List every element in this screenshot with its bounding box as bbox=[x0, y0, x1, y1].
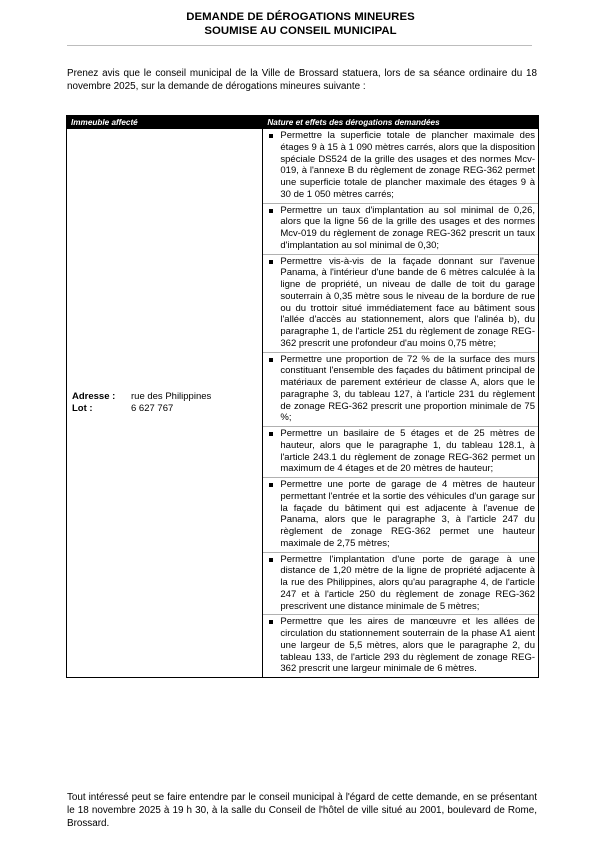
derogation-item bbox=[263, 615, 538, 677]
table-header-row bbox=[67, 116, 539, 129]
intro-paragraph: Prenez avis que le conseil municipal de la Ville de Brossard statuera, lors de sa séance ordinaire du 18 novembre 2025, sur la demande de dérogations mineures suivante : bbox=[67, 68, 537, 92]
derogation-text: Permettre la superficie totale de plancher maximale des étages 9 à 15 à 1 090 mètres carrés, alors que la disposition spéciale DS524 de la grille des usages et des normes Mcv-019, à l'annexe B du règlement de zonage REG-362 permet une superficie totale de plancher maximale des étages 9 à 30 de 1 050 mètres carrés; bbox=[280, 130, 535, 200]
square-bullet-icon bbox=[269, 260, 273, 264]
derogation-item bbox=[263, 255, 538, 353]
title-divider bbox=[67, 45, 532, 46]
notice-title-line1: DEMANDE DE DÉROGATIONS MINEURES bbox=[186, 11, 415, 23]
derogation-text: Permettre un taux d'implantation au sol minimal de 0,26, alors que la ligne 56 de la grille des usages et des normes Mcv-019 du règlement de zonage REG-362 prescrit un taux d'implantation au sol minimal de 0,30; bbox=[280, 204, 535, 251]
derogation-item bbox=[263, 427, 538, 478]
square-bullet-icon bbox=[269, 620, 273, 624]
derogation-text: Permettre vis-à-vis de la façade donnant sur l'avenue Panama, à l'intérieur d'une bande de 6 mètres calculée à la ligne de propriété, un niveau de dalle de toit du garage souterrain à 0,35 mètre sous le niveau de la bordure de rue ou du trottoir situé immédiatement face au bâtiment sous l'allée d'accès au stationnement, alors que l'alinéa b), du paragraphe 1, de l'article 251 du règlement de zonage REG-362 prescrit une profondeur d'au moins 0,75 mètre; bbox=[280, 255, 535, 349]
derogation-item bbox=[263, 553, 538, 616]
derogation-text: Permettre une porte de garage de 4 mètres de hauteur permettant l'entrée et la sortie des véhicules d'un garage sur la façade du bâtiment qui est adjacente à l'avenue de Panama, alors que le paragraphe 3, à l'article 247 du règlement de zonage REG-362 permet une hauteur maximale de 2,75 mètres; bbox=[280, 479, 535, 549]
notice-title-line2: SOUMISE AU CONSEIL MUNICIPAL bbox=[204, 25, 397, 37]
derogations-cell bbox=[263, 129, 539, 678]
derogation-text: Permettre un basilaire de 5 étages et de 25 mètres de hauteur, alors que le paragraphe 1, du tableau 128.1, à l'article 243.1 du règlement de zonage REG-362 permet un maximum de 4 étages et de 20 mètres de hauteur; bbox=[280, 428, 535, 475]
square-bullet-icon bbox=[269, 558, 273, 562]
derogation-text: Permettre que les aires de manœuvre et les allées de circulation du stationnement souterrain de la phase A1 aient une largeur de 5,5 mètres, alors que le paragraphe 2, du tableau 133, de l'article 293 du règlement de zonage REG-362 prescrit une largeur minimale de 6 mètres. bbox=[280, 616, 535, 675]
derogation-item bbox=[263, 478, 538, 553]
column-header-property: Immeuble affecté bbox=[67, 116, 263, 129]
derogations-table bbox=[66, 115, 539, 678]
lot-label: Lot : bbox=[72, 403, 93, 414]
lot-row bbox=[67, 403, 262, 415]
lot-value: 6 627 767 bbox=[131, 403, 174, 414]
derogation-item bbox=[263, 204, 538, 255]
address-row bbox=[67, 391, 262, 403]
square-bullet-icon bbox=[269, 134, 273, 138]
square-bullet-icon bbox=[269, 209, 273, 213]
address-value: rue des Philippines bbox=[131, 390, 212, 402]
closing-paragraph: Tout intéressé peut se faire entendre par le conseil municipal à l'égard de cette demande, en se présentant le 18 novembre 2025 à 19 h 30, à la salle du Conseil de l'hôtel de ville situé au 2001, boulevard de Rome, Brossard. bbox=[67, 792, 537, 829]
derogation-item bbox=[263, 353, 538, 428]
derogation-text: Permettre une proportion de 72 % de la surface des murs constituant l'ensemble des façades du bâtiment principal de matériaux de parement extérieur de classe A, alors que le paragraphe 3, du tableau 127, à l'article 231 du règlement de zonage REG-362 prescrit une proportion minimale de 75 %; bbox=[280, 353, 535, 424]
square-bullet-icon bbox=[269, 432, 273, 436]
square-bullet-icon bbox=[269, 483, 273, 487]
column-header-derogations: Nature et effets des dérogations demandées bbox=[263, 116, 539, 129]
derogation-text: Permettre l'implantation d'une porte de garage à une distance de 1,20 mètre de la ligne de propriété adjacente à la rue des Philippines, alors qu'au paragraphe 4, de l'article 247 et à l'article 250 du règlement de zonage REG-362 prescrivent une distance minimale de 5 mètres; bbox=[280, 553, 535, 612]
derogation-item bbox=[263, 129, 538, 204]
square-bullet-icon bbox=[269, 358, 273, 362]
property-cell bbox=[67, 129, 263, 678]
table-row bbox=[67, 129, 539, 678]
address-label: Adresse : bbox=[72, 390, 116, 402]
